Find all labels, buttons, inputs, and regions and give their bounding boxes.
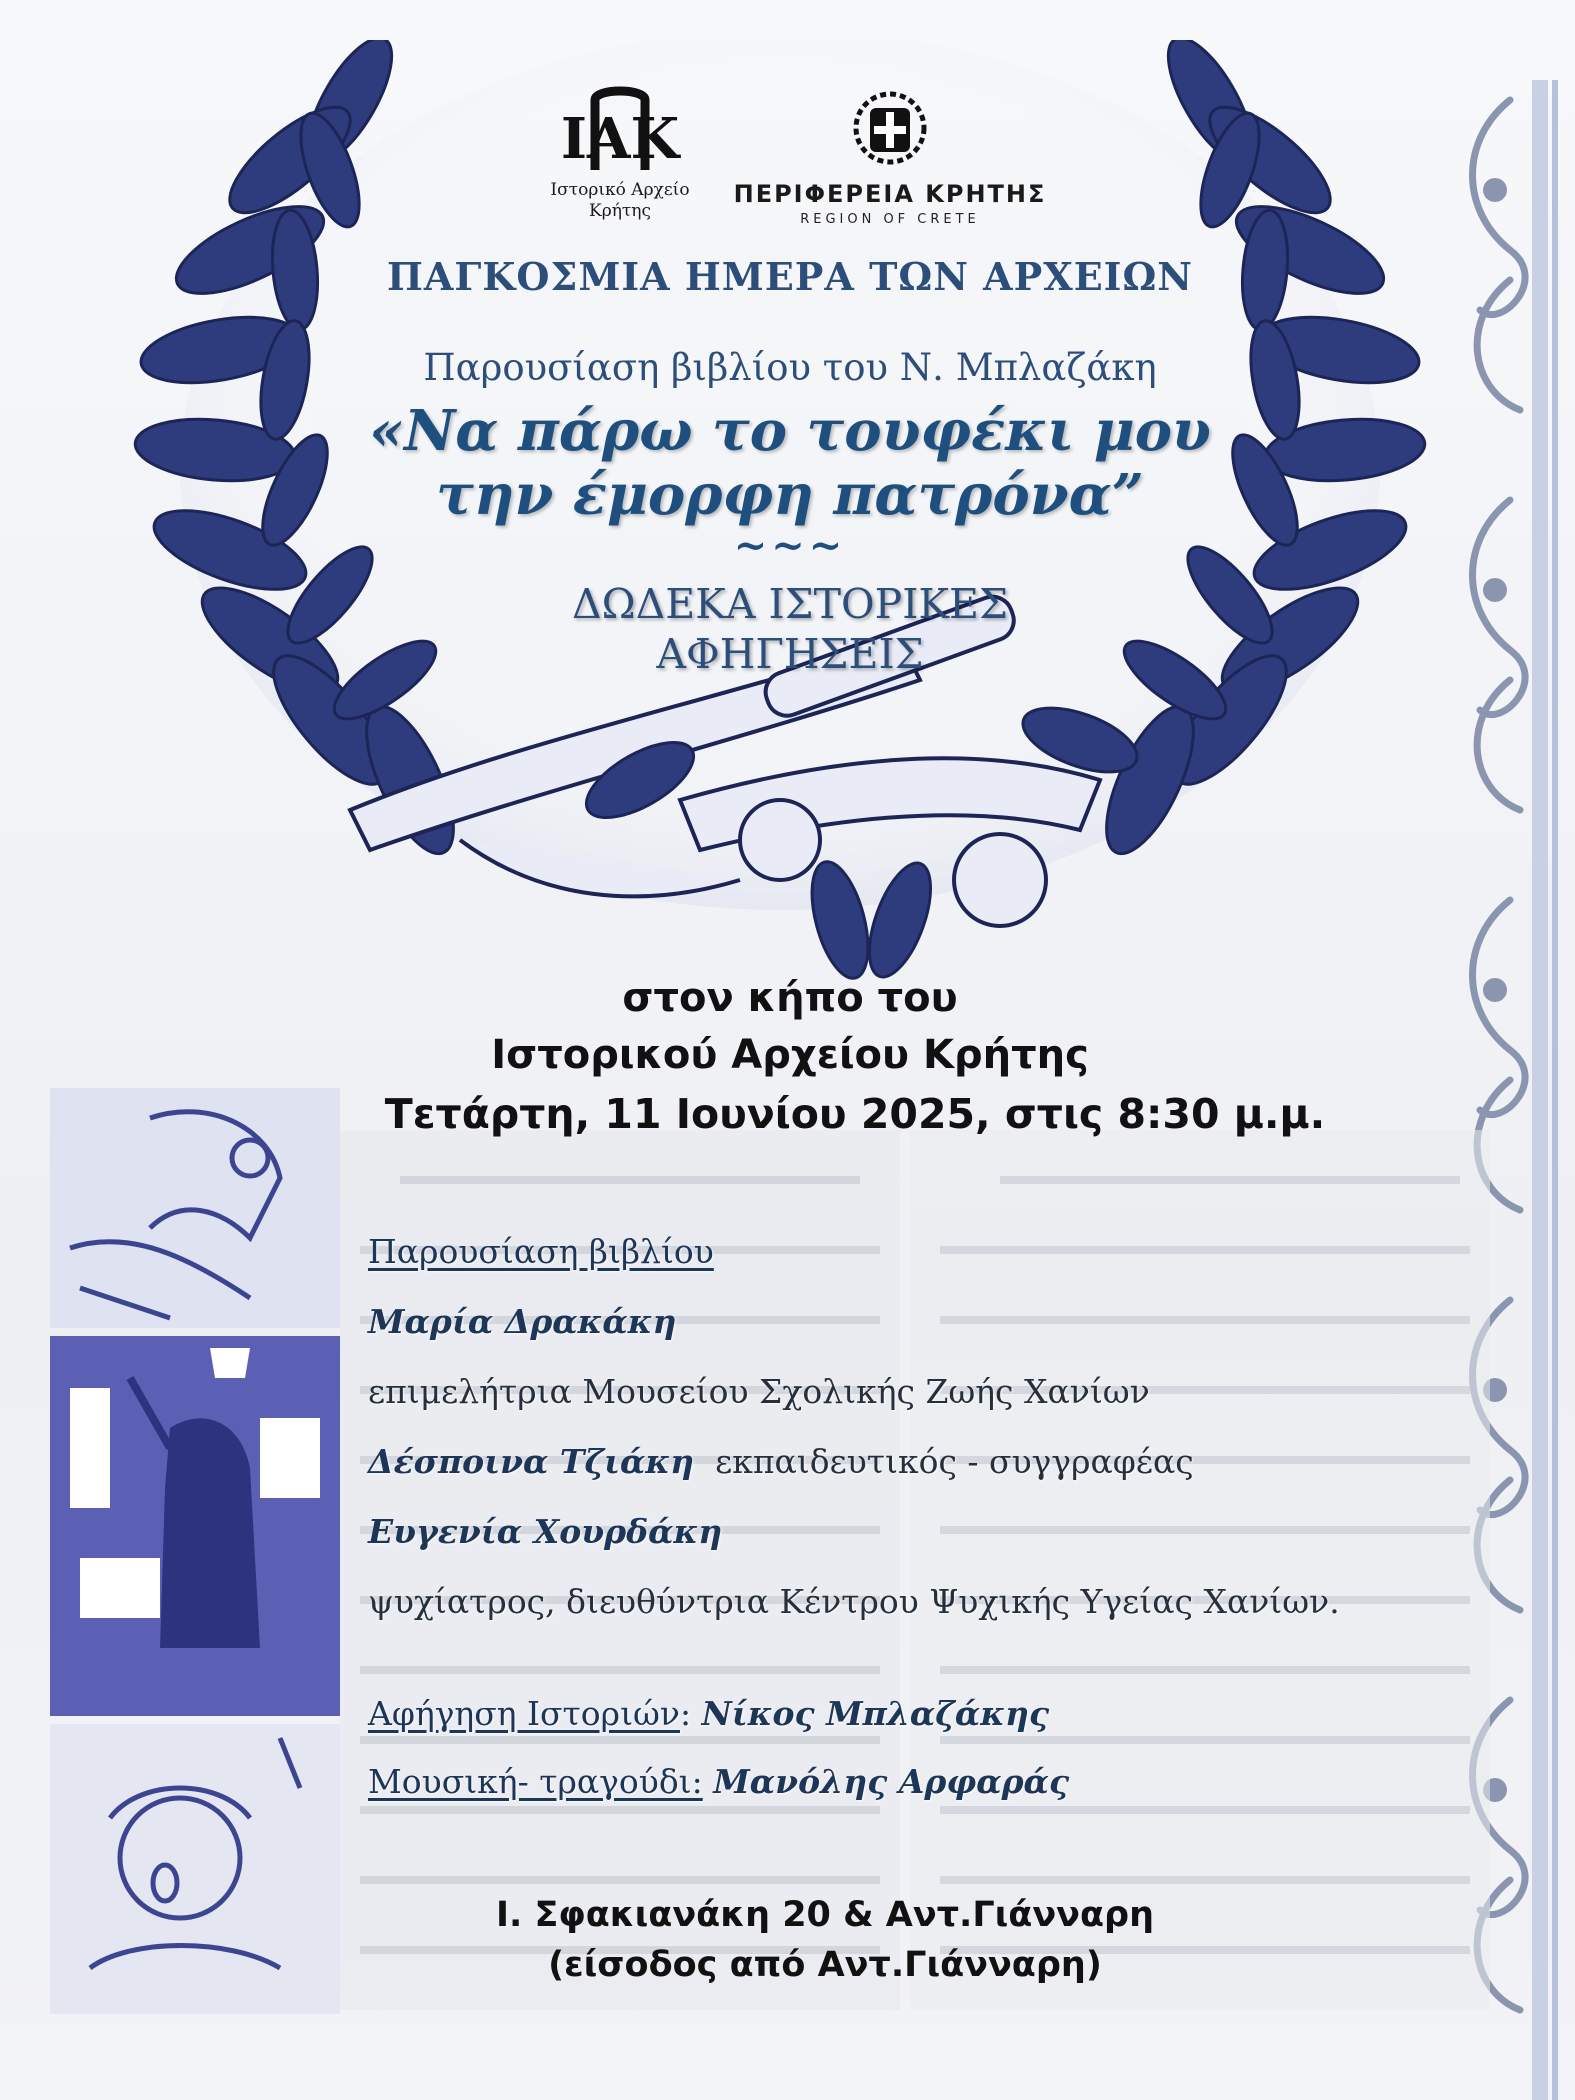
- world-archives-day-heading: ΠΑΓΚΟΣΜΙΑ ΗΜΕΡΑ ΤΩΝ ΑΡΧΕΙΩΝ: [386, 254, 1194, 299]
- address-line2: (είσοδος από Αντ.Γιάνναρη): [548, 1945, 1102, 1985]
- venue-line2: Ιστορικού Αρχείου Κρήτης: [491, 1032, 1089, 1078]
- region-subtitle: REGION OF CRETE: [800, 212, 980, 227]
- subtitle-line1: ΔΩΔΕΚΑ ΙΣΤΟΡΙΚΕΣ: [572, 580, 1008, 628]
- speaker2-role: εκπαιδευτικός - συγγραφέας: [715, 1442, 1194, 1481]
- subtitle-line2: ΑΦΗΓΗΣΕΙΣ: [656, 630, 924, 678]
- narration-row: Αφήγηση Ιστοριών: Νίκος Μπλαζάκης: [368, 1694, 1050, 1733]
- speaker3-name: Ευγενία Χουρδάκη: [368, 1512, 723, 1551]
- narration-name: Νίκος Μπλαζάκης: [701, 1694, 1050, 1733]
- archive-mark-icon: [520, 80, 720, 178]
- event-date: Τετάρτη, 11 Ιουνίου 2025, στις 8:30 μ.μ.: [384, 1090, 1326, 1138]
- speaker1-role: επιμελήτρια Μουσείου Σχολικής Ζωής Χανίων: [368, 1372, 1150, 1411]
- music-row: [368, 1762, 1069, 1801]
- speaker2-name: Δέσποινα Τζιάκη: [368, 1442, 695, 1481]
- address-line1: Ι. Σφακιανάκη 20 & Αντ.Γιάνναρη: [495, 1895, 1155, 1935]
- music-label: Μουσική- τραγούδι:: [368, 1762, 703, 1801]
- book-presentation-line: Παρουσίαση βιβλίου του Ν. Μπλαζάκη: [423, 346, 1157, 389]
- historical-archive-logo: [520, 80, 720, 240]
- book-title-line2: την έμορφη πατρόνα”: [436, 462, 1144, 528]
- illustration-panels: [50, 1088, 350, 2018]
- archive-caption-line2: Κρήτης: [589, 201, 651, 221]
- book-title-line1: «Να πάρω το τουφέκι μου: [369, 398, 1211, 464]
- speaker3-role: ψυχίατρος, διευθύντρια Κέντρου Ψυχικής Υγείας Χανίων.: [368, 1582, 1340, 1621]
- archive-caption-line1: Ιστορικό Αρχείο: [550, 180, 690, 200]
- music-name: Μανόλης Αρφαράς: [713, 1762, 1070, 1801]
- greek-emblem-icon: [730, 80, 1050, 178]
- region-title: ΠΕΡΙΦΕΡΕΙΑ ΚΡΗΤΗΣ: [733, 180, 1047, 208]
- svg-text:ΙΑΚ: ΙΑΚ: [560, 106, 680, 172]
- logos-row: [520, 80, 1050, 240]
- presentation-label: Παρουσίαση βιβλίου: [368, 1232, 714, 1271]
- title-separator: ~~~: [733, 522, 847, 569]
- speaker2-row: [368, 1442, 1194, 1481]
- venue-line1: στον κήπο του: [622, 975, 958, 1021]
- region-of-crete-logo: [730, 80, 1050, 240]
- speaker1-name: Μαρία Δρακάκη: [368, 1302, 677, 1341]
- narration-label: Αφήγηση Ιστοριών: [368, 1694, 680, 1733]
